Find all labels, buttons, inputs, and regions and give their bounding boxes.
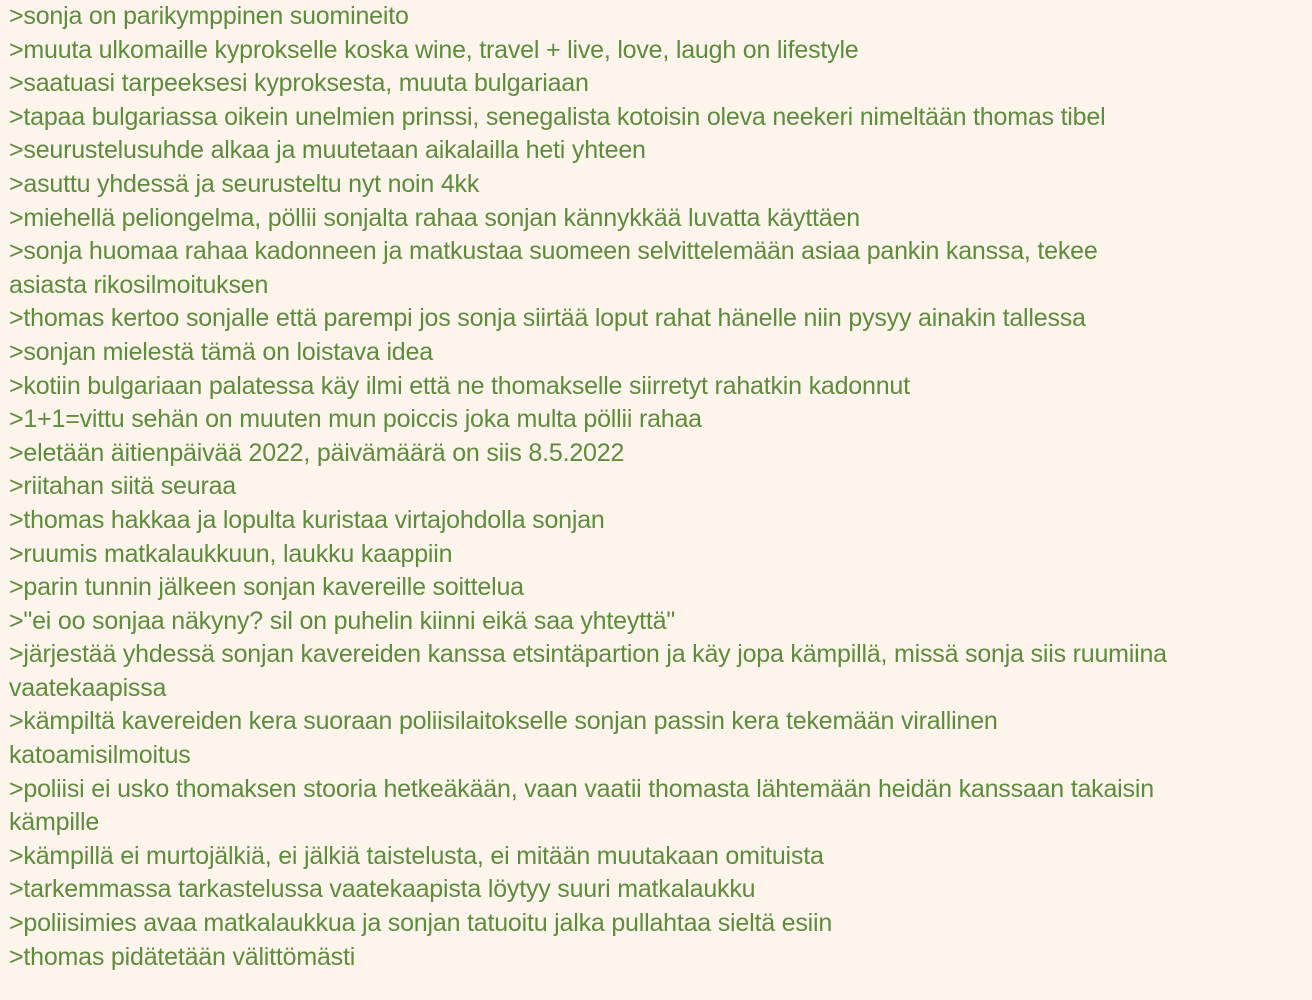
greentext-line: >järjestää yhdessä sonjan kavereiden kanssa etsintäpartion ja käy jopa kämpillä, missä sonja siis ruumiina [9,640,1167,669]
greentext-line: >tapaa bulgariassa oikein unelmien prinssi, senegalista kotoisin oleva neekeri nimeltään thomas tibel [9,102,1106,131]
greentext-line: vaatekaapissa [9,673,167,702]
greentext-line: asiasta rikosilmoituksen [9,270,269,299]
greentext-line: >miehellä peliongelma, pöllii sonjalta rahaa sonjan kännykkää luvatta käyttäen [9,203,860,232]
greentext-line: >eletään äitienpäivää 2022, päivämäärä on siis 8.5.2022 [9,438,625,467]
greentext-line: >seurustelusuhde alkaa ja muutetaan aikalailla heti yhteen [9,136,646,165]
greentext-line: >thomas hakkaa ja lopulta kuristaa virtajohdolla sonjan [9,505,605,534]
greentext-line: >muuta ulkomaille kyprokselle koska wine, travel + live, love, laugh on lifestyle [9,35,859,64]
greentext-line: >thomas kertoo sonjalle että parempi jos sonja siirtää loput rahat hänelle niin pysyy ainakin tallessa [9,304,1086,333]
greentext-line: katoamisilmoitus [9,741,191,770]
greentext-line: >thomas pidätetään välittömästi [9,942,356,971]
greentext-line: >sonja on parikymppinen suomineito [9,2,409,30]
greentext-line: >sonjan mielestä tämä on loistava idea [9,337,433,366]
greentext-line: >riitahan siitä seuraa [9,472,236,501]
greentext-line: >1+1=vittu sehän on muuten mun poiccis joka multa pöllii rahaa [9,405,702,434]
greentext-line: >parin tunnin jälkeen sonjan kavereille soittelua [9,573,524,602]
greentext-line: >saatuasi tarpeeksesi kyproksesta, muuta bulgariaan [9,69,589,98]
greentext-line: >sonja huomaa rahaa kadonneen ja matkustaa suomeen selvittelemään asiaa pankin kanssa, tekee [9,237,1098,266]
greentext-line: >poliisi ei usko thomaksen stooria hetkeäkään, vaan vaatii thomasta lähtemään heidän kanssaan takaisin [9,774,1154,803]
greentext-line: >asuttu yhdessä ja seurusteltu nyt noin 4kk [9,169,480,198]
greentext-line: >kämpiltä kavereiden kera suoraan poliisilaitokselle sonjan passin kera tekemään virallinen [9,707,998,736]
greentext-line: >"ei oo sonjaa näkyny? sil on puhelin kiinni eikä saa yhteyttä" [9,606,675,635]
greentext-line: >poliisimies avaa matkalaukkua ja sonjan tatuoitu jalka pullahtaa sieltä esiin [9,909,833,938]
greentext-line: >kotiin bulgariaan palatessa käy ilmi että ne thomakselle siirretyt rahatkin kadonnut [9,371,910,400]
greentext-line: >tarkemmassa tarkastelussa vaatekaapista löytyy suuri matkalaukku [9,875,756,904]
greentext-line: >kämpillä ei murtojälkiä, ei jälkiä taistelusta, ei mitään muutakaan omituista [9,841,824,870]
greentext-line: kämpille [9,808,100,837]
greentext-line: >ruumis matkalaukkuun, laukku kaappiin [9,539,453,568]
